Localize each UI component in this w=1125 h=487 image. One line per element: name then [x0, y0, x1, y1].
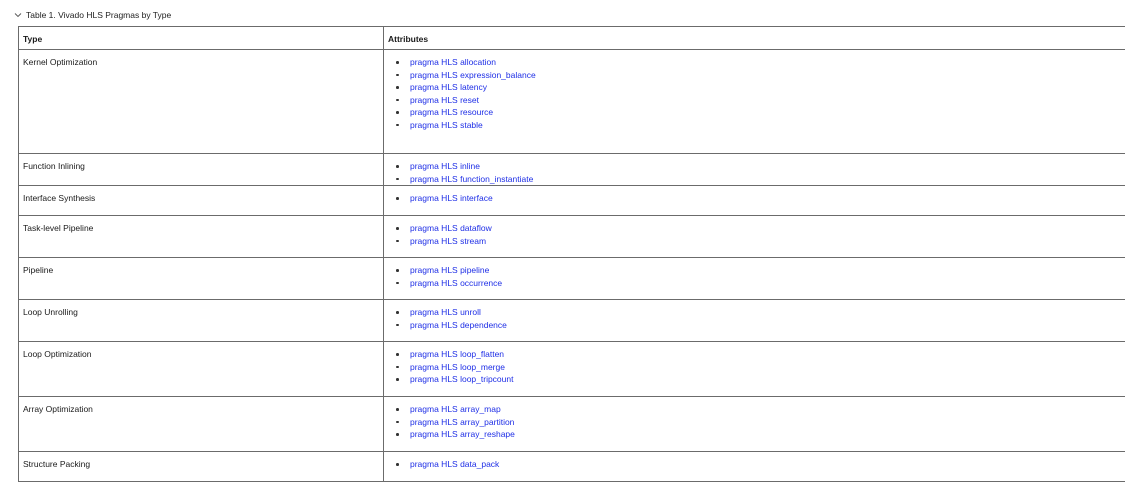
list-item — [396, 81, 1125, 94]
table-row — [19, 216, 1125, 258]
pragma-link[interactable]: pragma HLS expression_balance — [410, 69, 536, 80]
pragma-link[interactable]: pragma HLS array_reshape — [410, 429, 515, 439]
pragma-list — [384, 306, 1125, 331]
list-item — [396, 403, 1125, 416]
list-item — [396, 69, 1125, 82]
list-item — [396, 94, 1125, 107]
attributes-cell — [384, 300, 1125, 342]
list-item — [396, 264, 1125, 277]
type-cell: Loop Optimization — [19, 342, 384, 397]
pragma-link[interactable]: pragma HLS inline — [410, 161, 480, 171]
list-item — [396, 361, 1125, 374]
list-item — [396, 306, 1125, 319]
pragma-list — [384, 403, 1125, 441]
attributes-cell — [384, 50, 1125, 154]
type-cell: Loop Unrolling — [19, 300, 384, 342]
attributes-cell — [384, 154, 1125, 186]
table-row — [19, 397, 1125, 452]
list-item — [396, 192, 1125, 205]
type-cell: Pipeline — [19, 258, 384, 300]
table-caption-toggle[interactable] — [14, 8, 171, 22]
attributes-cell — [384, 397, 1125, 452]
list-item — [396, 106, 1125, 119]
pragma-list — [384, 264, 1125, 289]
pragma-link[interactable]: pragma HLS stable — [410, 119, 483, 130]
list-item — [396, 348, 1125, 361]
attributes-cell — [384, 342, 1125, 397]
attributes-cell — [384, 216, 1125, 258]
type-cell: Kernel Optimization — [19, 50, 384, 154]
header-attributes: Attributes — [384, 27, 1125, 50]
pragma-link[interactable]: pragma HLS allocation — [410, 57, 496, 67]
chevron-down-icon — [14, 11, 22, 19]
pragma-list — [384, 192, 1125, 205]
type-cell: Structure Packing — [19, 452, 384, 482]
pragma-link[interactable]: pragma HLS pipeline — [410, 265, 490, 275]
table-row — [19, 186, 1125, 216]
list-item — [396, 173, 1125, 186]
pragma-link[interactable]: pragma HLS stream — [410, 235, 487, 246]
list-item — [396, 56, 1125, 69]
table-caption: Table 1. Vivado HLS Pragmas by Type — [26, 10, 172, 20]
pragma-link[interactable]: pragma HLS loop_merge — [410, 361, 505, 372]
pragma-link[interactable]: pragma HLS dependence — [410, 319, 507, 330]
list-item — [396, 119, 1125, 132]
pragma-link[interactable]: pragma HLS interface — [410, 193, 493, 203]
list-item — [396, 160, 1125, 173]
pragma-list — [384, 348, 1125, 386]
pragma-link[interactable]: pragma HLS array_partition — [410, 416, 515, 427]
list-item — [396, 235, 1125, 248]
pragma-list — [384, 458, 1125, 471]
attributes-cell — [384, 186, 1125, 216]
pragma-link[interactable]: pragma HLS resource — [410, 107, 494, 117]
table-header-row — [19, 27, 1125, 50]
pragma-list — [384, 160, 1125, 185]
type-cell: Function Inlining — [19, 154, 384, 186]
pragma-link[interactable]: pragma HLS function_instantiate — [410, 173, 534, 184]
table-row — [19, 50, 1125, 154]
list-item — [396, 222, 1125, 235]
list-item — [396, 428, 1125, 441]
pragma-link[interactable]: pragma HLS data_pack — [410, 459, 500, 469]
pragma-list — [384, 56, 1125, 131]
list-item — [396, 319, 1125, 332]
pragma-link[interactable]: pragma HLS dataflow — [410, 223, 492, 233]
pragma-link[interactable]: pragma HLS latency — [410, 82, 488, 92]
header-type: Type — [19, 27, 384, 50]
list-item — [396, 416, 1125, 429]
type-cell: Array Optimization — [19, 397, 384, 452]
pragma-link[interactable]: pragma HLS loop_tripcount — [410, 374, 514, 384]
type-cell: Task-level Pipeline — [19, 216, 384, 258]
pragma-link[interactable]: pragma HLS array_map — [410, 404, 501, 414]
table-row — [19, 342, 1125, 397]
table-row — [19, 154, 1125, 186]
pragma-list — [384, 222, 1125, 247]
pragmas-table — [18, 26, 1125, 482]
table-row — [19, 452, 1125, 482]
table-row — [19, 300, 1125, 342]
attributes-cell — [384, 452, 1125, 482]
table-body — [19, 50, 1125, 482]
type-cell: Interface Synthesis — [19, 186, 384, 216]
list-item — [396, 277, 1125, 290]
pragma-link[interactable]: pragma HLS reset — [410, 94, 479, 105]
pragma-link[interactable]: pragma HLS loop_flatten — [410, 349, 505, 359]
list-item — [396, 373, 1125, 386]
pragma-link[interactable]: pragma HLS occurrence — [410, 277, 503, 288]
attributes-cell — [384, 258, 1125, 300]
list-item — [396, 458, 1125, 471]
pragma-link[interactable]: pragma HLS unroll — [410, 307, 481, 317]
table-row — [19, 258, 1125, 300]
